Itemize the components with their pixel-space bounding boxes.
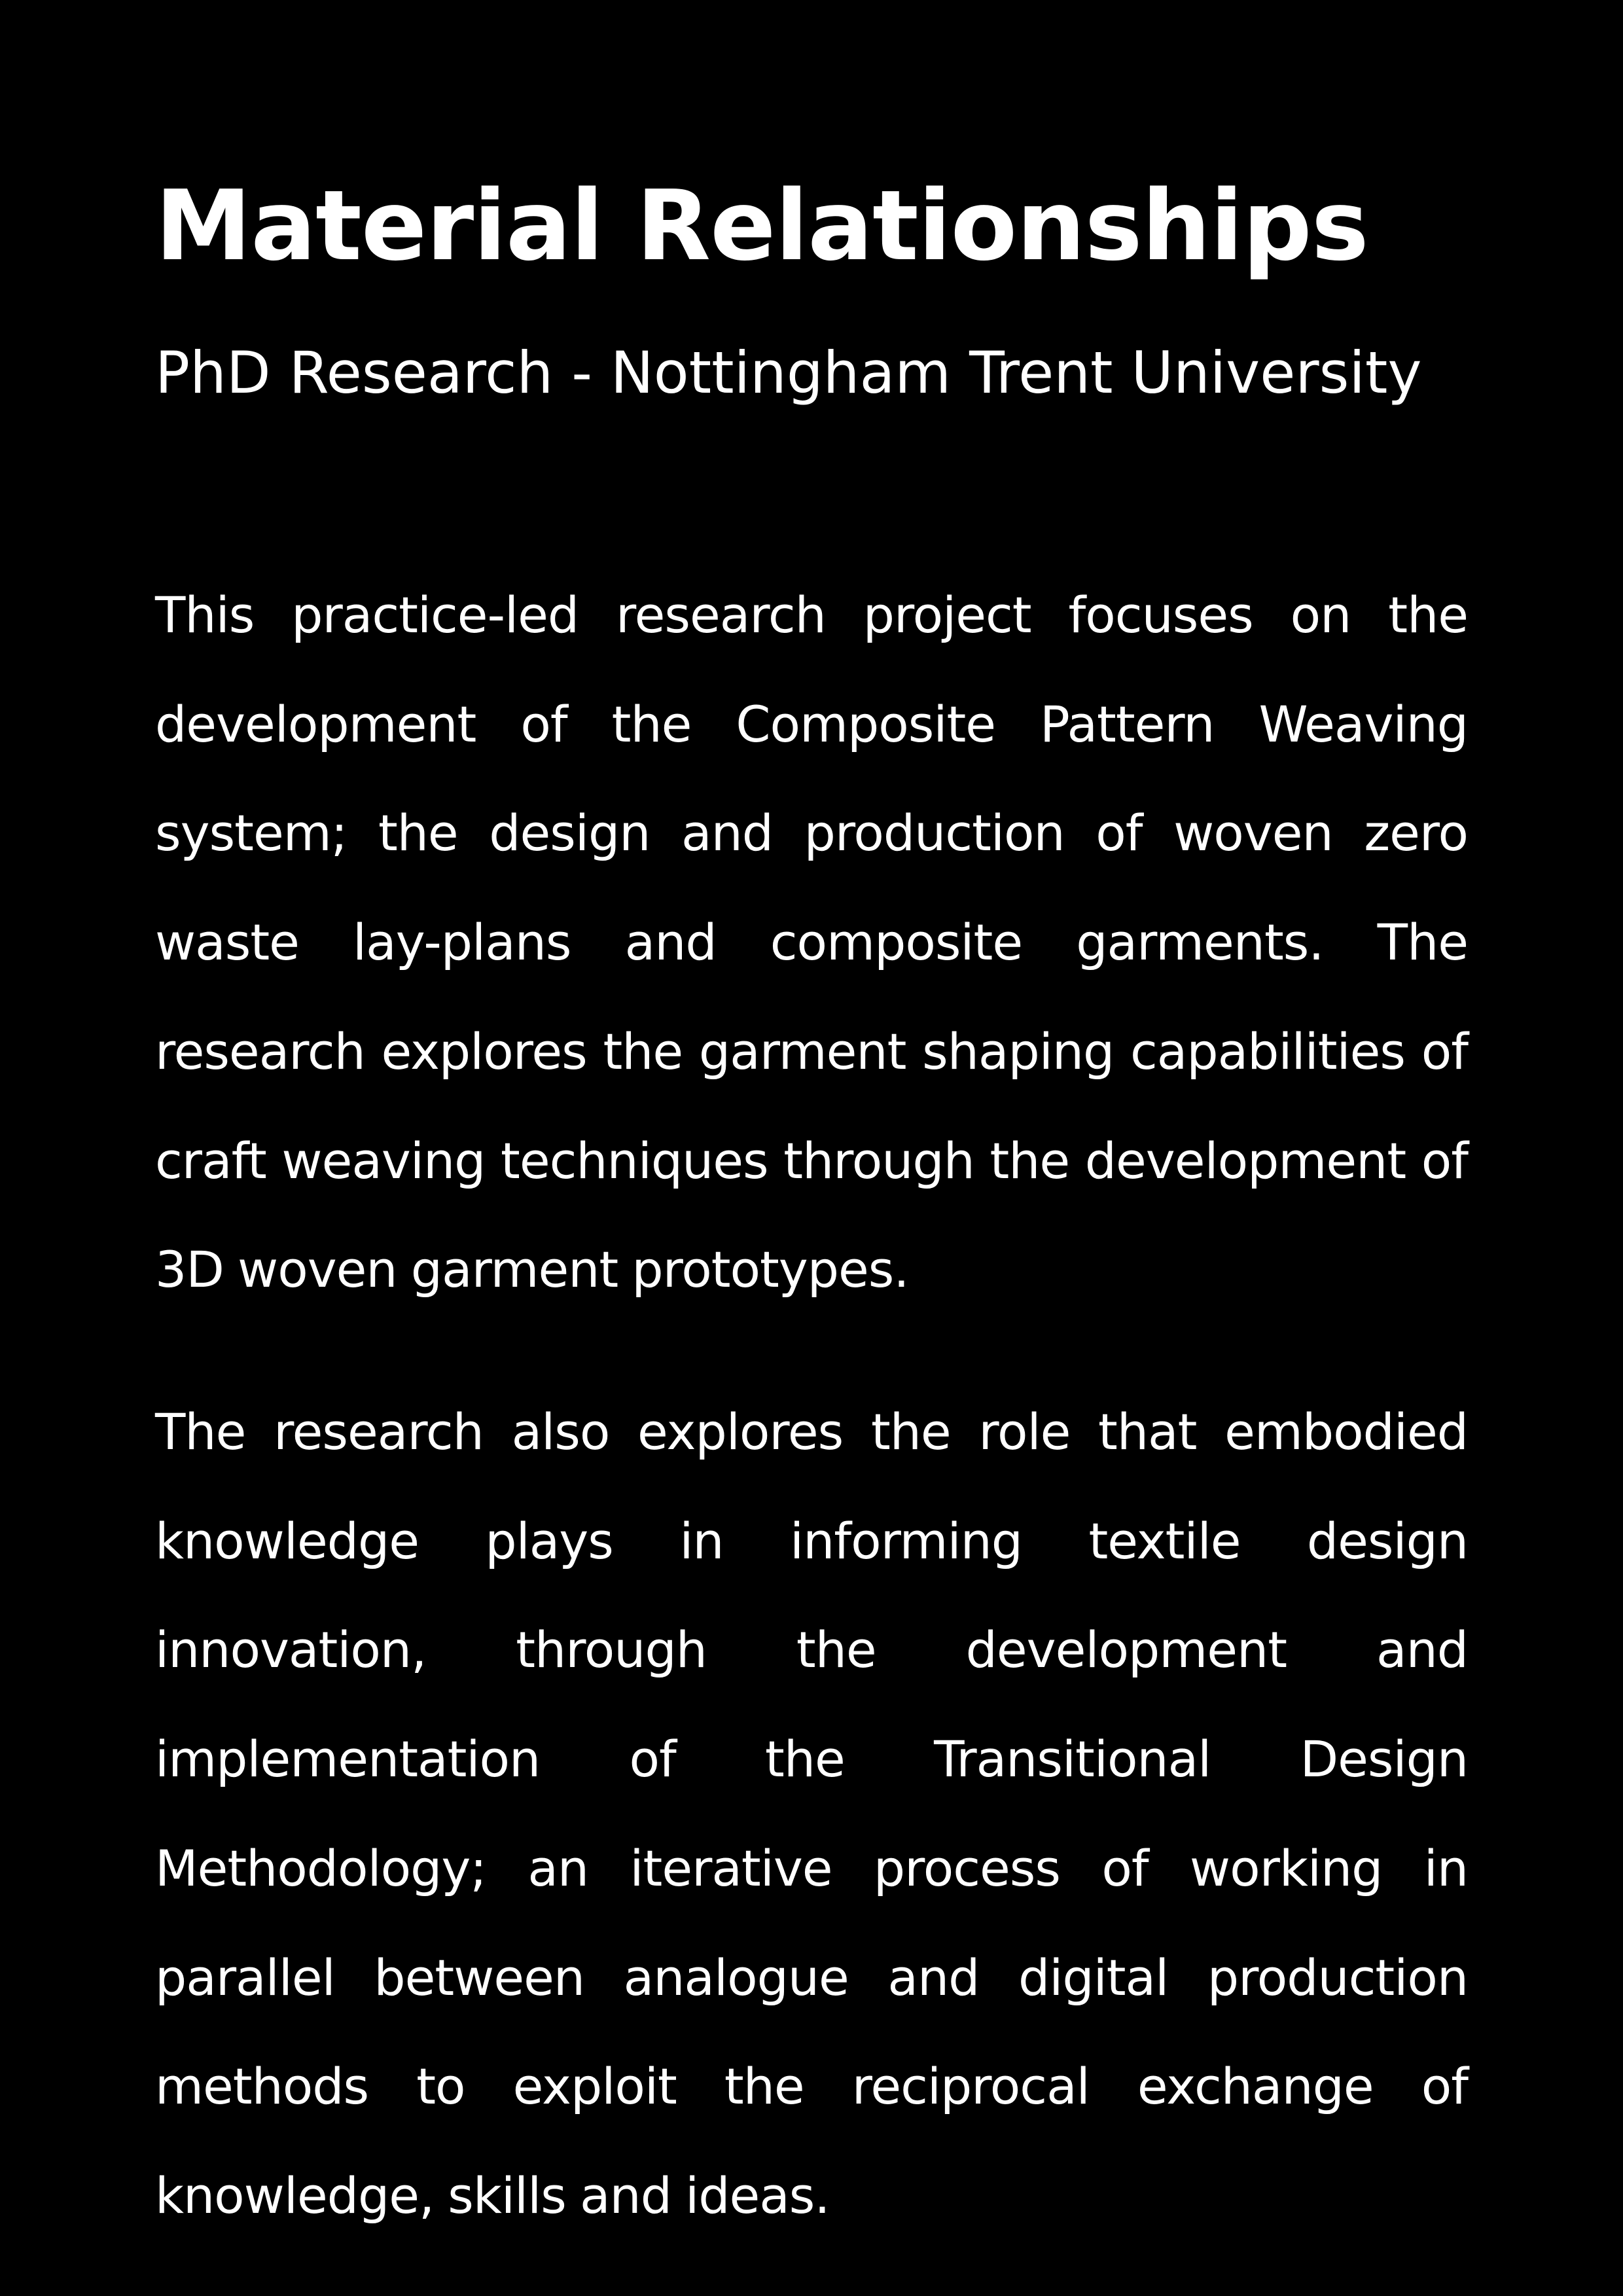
page-subtitle: PhD Research - Nottingham Trent University: [155, 339, 1422, 406]
body-paragraph-2: The research also explores the role that embodied knowledge plays in informing textile design innovation, through the development and implementation of the Transitional Design Methodology; an iterative process of working in parallel between analogue and digital production methods to exploit the reciprocal exchange of knowledge, skills and ideas.: [155, 1403, 1468, 2225]
body-paragraph-1: This practice-led research project focuses on the development of the Composite Pattern Weaving system; the design and production of woven zero waste lay-plans and composite garments. The research explores the garment shaping capabilities of craft weaving techniques through the development of 3D woven garment prototypes.: [155, 586, 1468, 1299]
page-title: Material Relationships: [155, 170, 1368, 282]
